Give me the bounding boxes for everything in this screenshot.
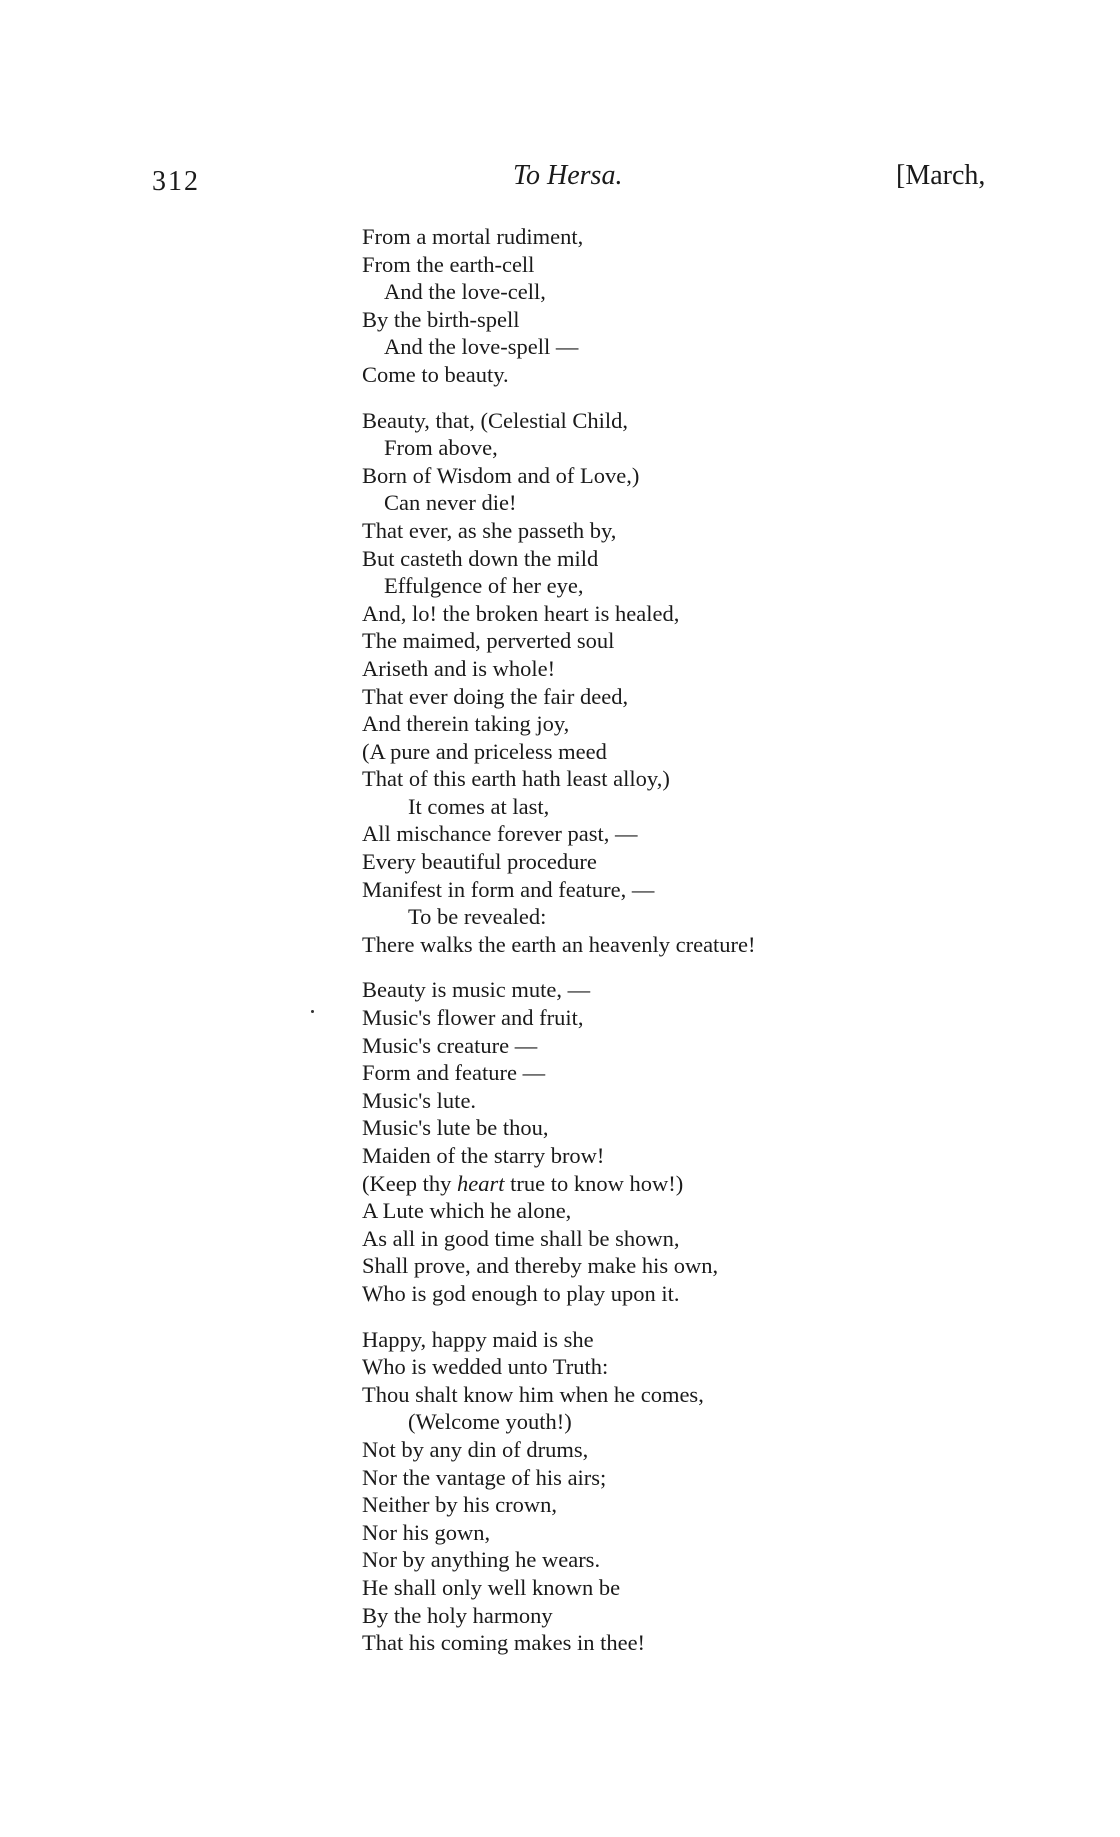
poem-line: Nor his gown,	[362, 1519, 491, 1545]
poem-line: From above,	[384, 435, 498, 461]
poem-line: That his coming makes in thee!	[362, 1630, 646, 1656]
running-title: To Hersa.	[513, 160, 623, 191]
poem-line: But casteth down the mild	[362, 545, 599, 571]
poem-line: Nor the vantage of his airs;	[362, 1464, 607, 1490]
poem-line: Music's lute be thou,	[362, 1115, 549, 1141]
poem-line: By the holy harmony	[362, 1602, 553, 1628]
poem-line: (Welcome youth!)	[408, 1409, 572, 1435]
poem-line: And, lo! the broken heart is healed,	[362, 600, 680, 626]
poem-line: Effulgence of her eye,	[384, 573, 584, 599]
poem-line: Born of Wisdom and of Love,)	[362, 462, 640, 488]
poem-line: All mischance forever past, —	[362, 821, 638, 847]
poem-line: From a mortal rudiment,	[362, 224, 584, 249]
stanza-1	[362, 223, 882, 389]
poem-line	[362, 1170, 882, 1198]
poem-line: Can never die!	[384, 490, 517, 516]
poem-line: Who is wedded unto Truth:	[362, 1354, 609, 1380]
poem-line: It comes at last,	[408, 793, 550, 819]
stanza-3	[362, 976, 882, 1307]
poem-line: (A pure and priceless meed	[362, 738, 607, 764]
poem-line: As all in good time shall be shown,	[362, 1225, 680, 1251]
poem-line: Beauty, that, (Celestial Child,	[362, 407, 628, 433]
poem-line: Maiden of the starry brow!	[362, 1143, 605, 1168]
poem-line: And the love-spell —	[384, 334, 579, 360]
poem-line: Beauty is music mute, —	[362, 977, 591, 1003]
poem-line: Manifest in form and feature, —	[362, 876, 655, 902]
running-month: [March,	[896, 160, 986, 191]
poem-line: Happy, happy maid is she	[362, 1326, 594, 1352]
poem-line: And therein taking joy,	[362, 711, 570, 737]
page-number: 312	[152, 166, 200, 197]
poem-line: Ariseth and is whole!	[362, 655, 556, 681]
poem-line: To be revealed:	[408, 904, 547, 930]
poem-body	[362, 223, 882, 1675]
poem-line: Music's lute.	[362, 1087, 477, 1113]
poem-line: Nor by anything he wears.	[362, 1547, 601, 1573]
poem-line: By the birth-spell	[362, 306, 520, 332]
stanza-2	[362, 407, 882, 959]
poem-line: A Lute which he alone,	[362, 1198, 572, 1224]
line-text: true to know how!)	[504, 1170, 684, 1196]
line-text: (Keep thy	[362, 1170, 457, 1196]
poem-line: He shall only well known be	[362, 1574, 621, 1600]
emphasized-word: heart	[456, 1170, 505, 1196]
running-header	[0, 160, 1120, 200]
poem-line: The maimed, perverted soul	[362, 628, 615, 654]
poem-line: Not by any din of drums,	[362, 1436, 589, 1462]
ink-speck	[311, 1010, 314, 1013]
poem-line: Thou shalt know him when he comes,	[362, 1381, 704, 1407]
poem-line: There walks the earth an heavenly creature!	[362, 931, 756, 957]
stanza-4	[362, 1326, 882, 1657]
poem-line: That of this earth hath least alloy,)	[362, 766, 670, 792]
poem-line: That ever, as she passeth by,	[362, 517, 617, 543]
poem-line: Neither by his crown,	[362, 1492, 557, 1518]
poem-line: Who is god enough to play upon it.	[362, 1280, 680, 1306]
poem-line: From the earth-cell	[362, 251, 535, 277]
poem-line: Come to beauty.	[362, 361, 509, 387]
poem-line: Music's creature —	[362, 1032, 538, 1058]
poem-line: Every beautiful procedure	[362, 849, 597, 875]
poem-line: And the love-cell,	[384, 279, 546, 305]
poem-line: Form and feature —	[362, 1060, 546, 1086]
poem-line: That ever doing the fair deed,	[362, 683, 629, 709]
poem-line: Music's flower and fruit,	[362, 1005, 584, 1031]
poem-line: Shall prove, and thereby make his own,	[362, 1253, 719, 1279]
